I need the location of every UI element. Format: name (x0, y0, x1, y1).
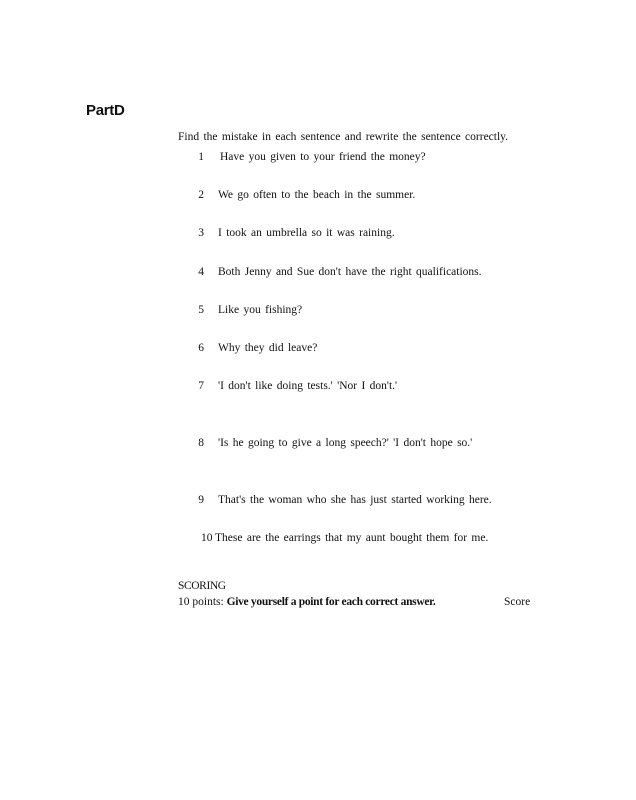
scoring-instruction: Give yourself a point for each correct answer. (226, 596, 436, 608)
item-number: 1 (198, 151, 204, 163)
item-sentence: These are the earrings that my aunt bought them for me. (215, 532, 489, 544)
exercise-item-9 (178, 494, 578, 510)
exercise-item-3 (178, 227, 578, 243)
exercise-item-10 (178, 532, 578, 548)
exercise-item-6 (178, 342, 578, 358)
item-sentence: Like you fishing? (218, 304, 303, 316)
item-sentence: I took an umbrella so it was raining. (218, 227, 395, 239)
item-sentence: 'I don't like doing tests.' 'Nor I don't.' (218, 380, 398, 392)
item-sentence: Both Jenny and Sue don't have the right qualifications. (218, 266, 482, 278)
instructions: Find the mistake in each sentence and rewrite the sentence correctly. (178, 131, 509, 143)
scoring-heading: SCORING (178, 580, 226, 592)
item-number: 9 (198, 494, 204, 506)
item-number: 7 (198, 380, 204, 392)
item-sentence: That's the woman who she has just started working here. (218, 494, 492, 506)
item-sentence: Have you given to your friend the money? (220, 151, 426, 163)
item-number: 3 (198, 227, 204, 239)
exercise-item-1 (178, 151, 578, 167)
exercise-item-5 (178, 304, 578, 320)
exercise-item-8 (178, 437, 578, 453)
item-sentence: 'Is he going to give a long speech?' 'I don't hope so.' (218, 437, 473, 449)
item-number: 5 (198, 304, 204, 316)
item-number: 6 (198, 342, 204, 354)
exercise-item-4 (178, 266, 578, 282)
score-label: Score (504, 596, 531, 608)
exercise-item-2 (178, 189, 578, 205)
scoring-line (178, 596, 435, 608)
item-sentence: Why they did leave? (218, 342, 318, 354)
item-number: 4 (198, 266, 204, 278)
exercise-item-7 (178, 380, 578, 396)
item-number: 10 (201, 532, 213, 544)
item-number: 2 (198, 189, 204, 201)
item-sentence: We go often to the beach in the summer. (218, 189, 416, 201)
scoring-points: 10 points: (178, 596, 224, 608)
part-title: PartD (86, 102, 125, 119)
item-number: 8 (198, 437, 204, 449)
